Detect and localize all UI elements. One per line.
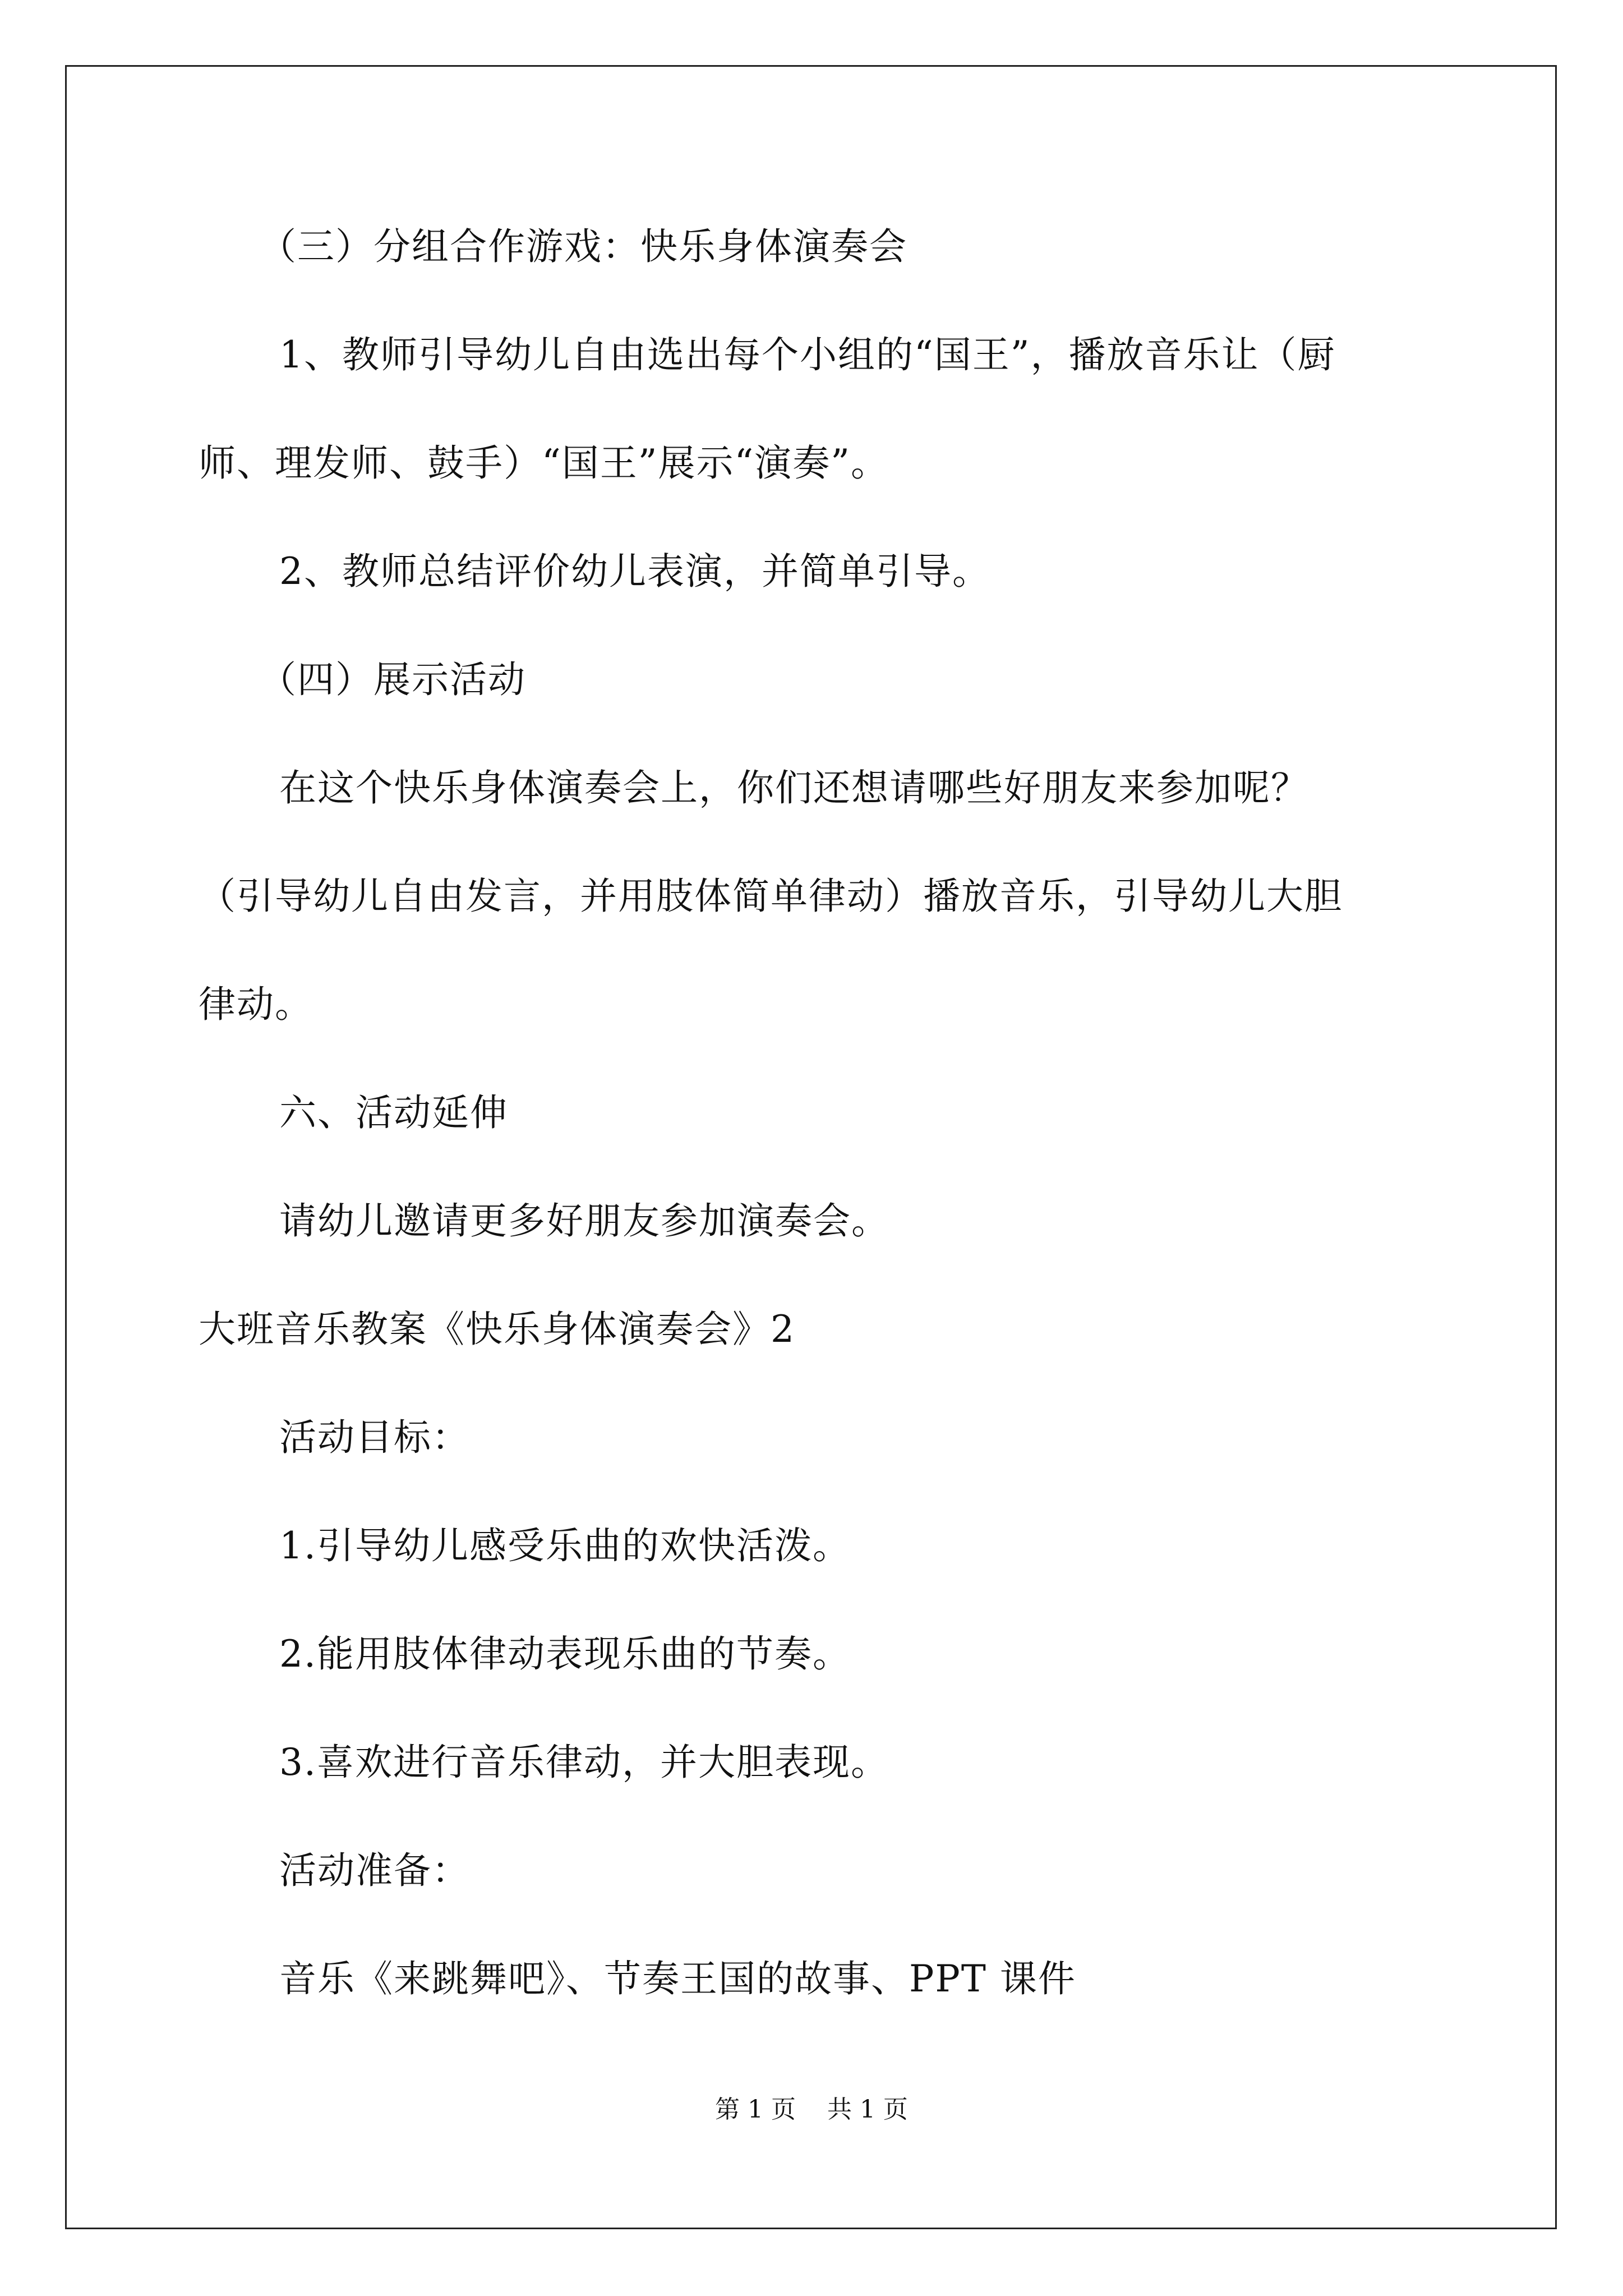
paragraph-line: 请幼儿邀请更多好朋友参加演奏会。 [279, 1199, 889, 1243]
subheading-preparation: 活动准备： [279, 1849, 470, 1892]
subheading-goals: 活动目标： [279, 1416, 470, 1459]
page-border [65, 65, 1557, 2229]
page-number-footer: 第 1 页 共 1 页 [715, 2095, 908, 2124]
list-item: 2.能用肢体律动表现乐曲的节奏。 [279, 1632, 851, 1676]
paragraph-line: 2、教师总结评价幼儿表演，并简单引导。 [279, 550, 990, 593]
paragraph-line: 在这个快乐身体演奏会上，你们还想请哪些好朋友来参加呢？ [279, 766, 1309, 809]
paragraph-line: 师、理发师、鼓手）“国王”展示“演奏”。 [199, 441, 889, 485]
section-heading-4: （四）展示活动 [259, 658, 526, 701]
document-title: 大班音乐教案《快乐身体演奏会》2 [199, 1308, 795, 1351]
list-item: 3.喜欢进行音乐律动，并大胆表现。 [279, 1741, 889, 1784]
list-item: 1.引导幼儿感受乐曲的欢快活泼。 [279, 1524, 851, 1567]
section-heading-6: 六、活动延伸 [279, 1091, 508, 1134]
paragraph-line: 音乐《来跳舞吧》、节奏王国的故事、PPT 课件 [279, 1957, 1076, 2000]
paragraph-line: 1、教师引导幼儿自由选出每个小组的“国王”，播放音乐让（厨 [279, 333, 1336, 376]
paragraph-line: 律动。 [199, 983, 313, 1026]
section-heading-3: （三）分组合作游戏：快乐身体演奏会 [259, 225, 907, 268]
paragraph-line: （引导幼儿自由发言，并用肢体简单律动）播放音乐，引导幼儿大胆 [199, 875, 1343, 918]
